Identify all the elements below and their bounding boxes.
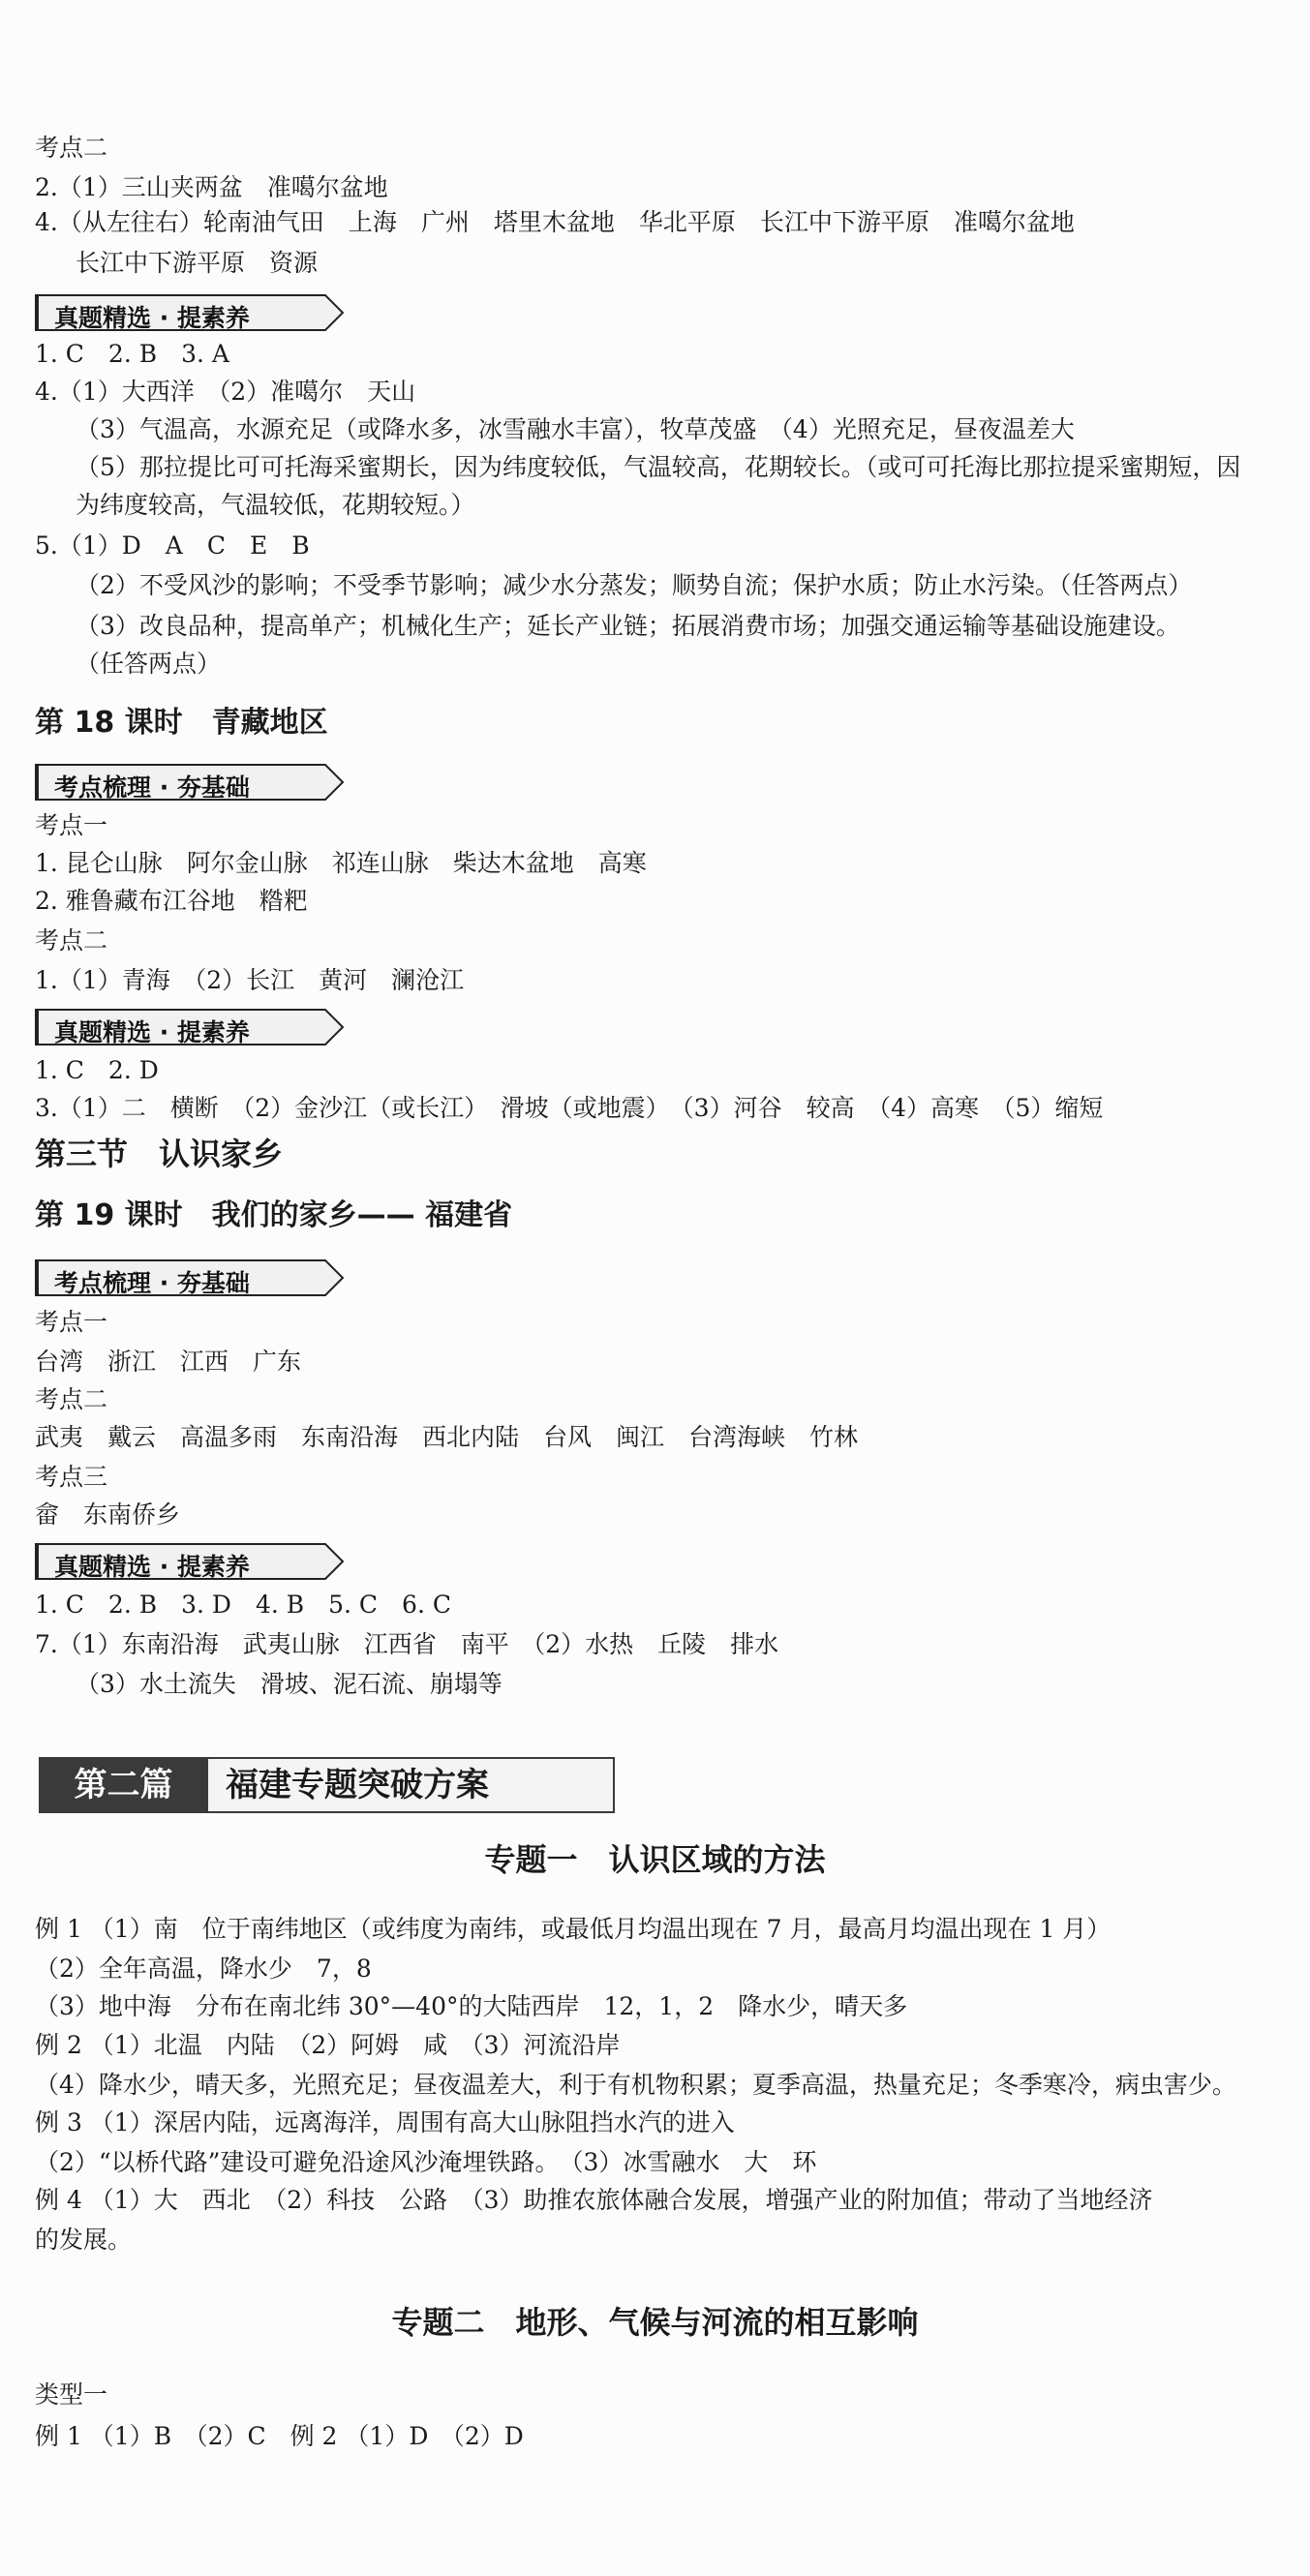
- answer-line: 畲 东南侨乡: [35, 1500, 181, 1529]
- answer-line: （2）“以桥代路”建设可避免沿途风沙淹埋铁路。 （3）冰雪融水 大 环: [35, 2148, 817, 2176]
- lesson-title-18: 第 18 课时 青藏地区: [35, 706, 328, 740]
- answer-line: （2）全年高温，降水少 7，8: [35, 1955, 372, 1983]
- subheading: 考点三: [35, 1463, 108, 1491]
- answer-line: （任答两点）: [76, 650, 222, 678]
- answer-line: 例 3 （1）深居内陆，远离海洋，周围有高大山脉阻挡水汽的进入: [35, 2108, 735, 2137]
- answer-line: 4.（从左往右）轮南油气田 上海 广州 塔里木盆地 华北平原 长江中下游平原 准噶尔盆地: [35, 208, 1075, 236]
- section-tag-zhenti: 真题精选 · 提素养: [35, 1542, 345, 1581]
- section-tag-zhenti: 真题精选 · 提素养: [35, 293, 345, 332]
- lesson-title-19: 第 19 课时 我们的家乡—— 福建省: [35, 1198, 513, 1232]
- subheading-kaodian-er: 考点二: [35, 134, 108, 162]
- subheading: 考点一: [35, 1308, 108, 1336]
- answer-line: （3）水土流失 滑坡、泥石流、崩塌等: [76, 1670, 503, 1698]
- topic-title-2: 专题二 地形、气候与河流的相互影响: [391, 2304, 919, 2341]
- subheading: 考点二: [35, 926, 108, 955]
- subheading: 类型一: [35, 2380, 108, 2409]
- section-tag-kaodian: 考点梳理 · 夯基础: [35, 763, 345, 802]
- answer-line: 为纬度较高，气温较低，花期较短。）: [76, 491, 475, 519]
- answer-line: 例 4 （1）大 西北 （2）科技 公路 （3）助推农旅体融合发展，增强产业的附加值；带动了当地经济: [35, 2186, 1153, 2214]
- part-banner-title: 福建专题突破方案: [208, 1757, 615, 1813]
- answer-line: （4）降水少，晴天多，光照充足；昼夜温差大，利于有机物积累；夏季高温，热量充足；冬季寒冷，病虫害少。: [35, 2071, 1236, 2099]
- section-title-3: 第三节 认识家乡: [35, 1136, 284, 1172]
- answer-line: 台湾 浙江 江西 广东: [35, 1348, 302, 1376]
- section-tag-zhenti: 真题精选 · 提素养: [35, 1008, 345, 1046]
- answer-line: 4.（1）大西洋 （2）准噶尔 天山: [35, 378, 416, 406]
- subheading: 考点二: [35, 1385, 108, 1413]
- answer-line: 的发展。: [35, 2226, 133, 2254]
- topic-title-1: 专题一 认识区域的方法: [484, 1841, 826, 1878]
- answer-line: 1. C 2. B 3. D 4. B 5. C 6. C: [35, 1591, 451, 1619]
- answer-line: （3）地中海 分布在南北纬 30°—40°的大陆西岸 12，1，2 降水少，晴天多: [35, 1992, 908, 2020]
- answer-line: （5）那拉提比可可托海采蜜期长，因为纬度较低，气温较高，花期较长。（或可可托海比那拉提采蜜期短，因: [76, 453, 1241, 481]
- part-banner: [39, 1757, 620, 1813]
- answer-line: 长江中下游平原 资源: [76, 249, 319, 277]
- subheading: 考点一: [35, 811, 108, 839]
- answer-line: 3.（1）二 横断 （2）金沙江（或长江） 滑坡（或地震） （3）河谷 较高 （4）高寒 （5）缩短: [35, 1094, 1104, 1122]
- answer-line: （3）改良品种，提高单产；机械化生产；延长产业链；拓展消费市场；加强交通运输等基础设施建设。: [76, 612, 1180, 640]
- answer-line: 1. 昆仑山脉 阿尔金山脉 祁连山脉 柴达木盆地 高寒: [35, 849, 647, 877]
- answer-line: 1. C 2. B 3. A: [35, 340, 229, 368]
- answer-line: 7.（1）东南沿海 武夷山脉 江西省 南平 （2）水热 丘陵 排水: [35, 1630, 779, 1658]
- part-banner-number: 第二篇: [39, 1757, 208, 1813]
- answer-line: （3）气温高，水源充足（或降水多，冰雪融水丰富），牧草茂盛 （4）光照充足，昼夜温差大: [76, 415, 1075, 443]
- answer-line: 1.（1）青海 （2）长江 黄河 澜沧江: [35, 966, 465, 994]
- answer-line: 例 2 （1）北温 内陆 （2）阿姆 咸 （3）河流沿岸: [35, 2031, 621, 2059]
- answer-line: 1. C 2. D: [35, 1056, 159, 1084]
- answer-line: 武夷 戴云 高温多雨 东南沿海 西北内陆 台风 闽江 台湾海峡 竹林: [35, 1423, 859, 1451]
- answer-line: 5.（1）D A C E B: [35, 531, 310, 560]
- answer-line: 2. 雅鲁藏布江谷地 糌粑: [35, 887, 308, 915]
- answer-line: 例 1 （1）B （2）C 例 2 （1）D （2）D: [35, 2422, 524, 2450]
- section-tag-kaodian: 考点梳理 · 夯基础: [35, 1258, 345, 1297]
- answer-line: 例 1 （1）南 位于南纬地区（或纬度为南纬，或最低月均温出现在 7 月，最高月均温出现在 1 月）: [35, 1915, 1112, 1943]
- answer-line: （2）不受风沙的影响；不受季节影响；减少水分蒸发；顺势自流；保护水质；防止水污染。（任答两点）: [76, 571, 1193, 599]
- answer-line: 2.（1）三山夹两盆 准噶尔盆地: [35, 173, 388, 201]
